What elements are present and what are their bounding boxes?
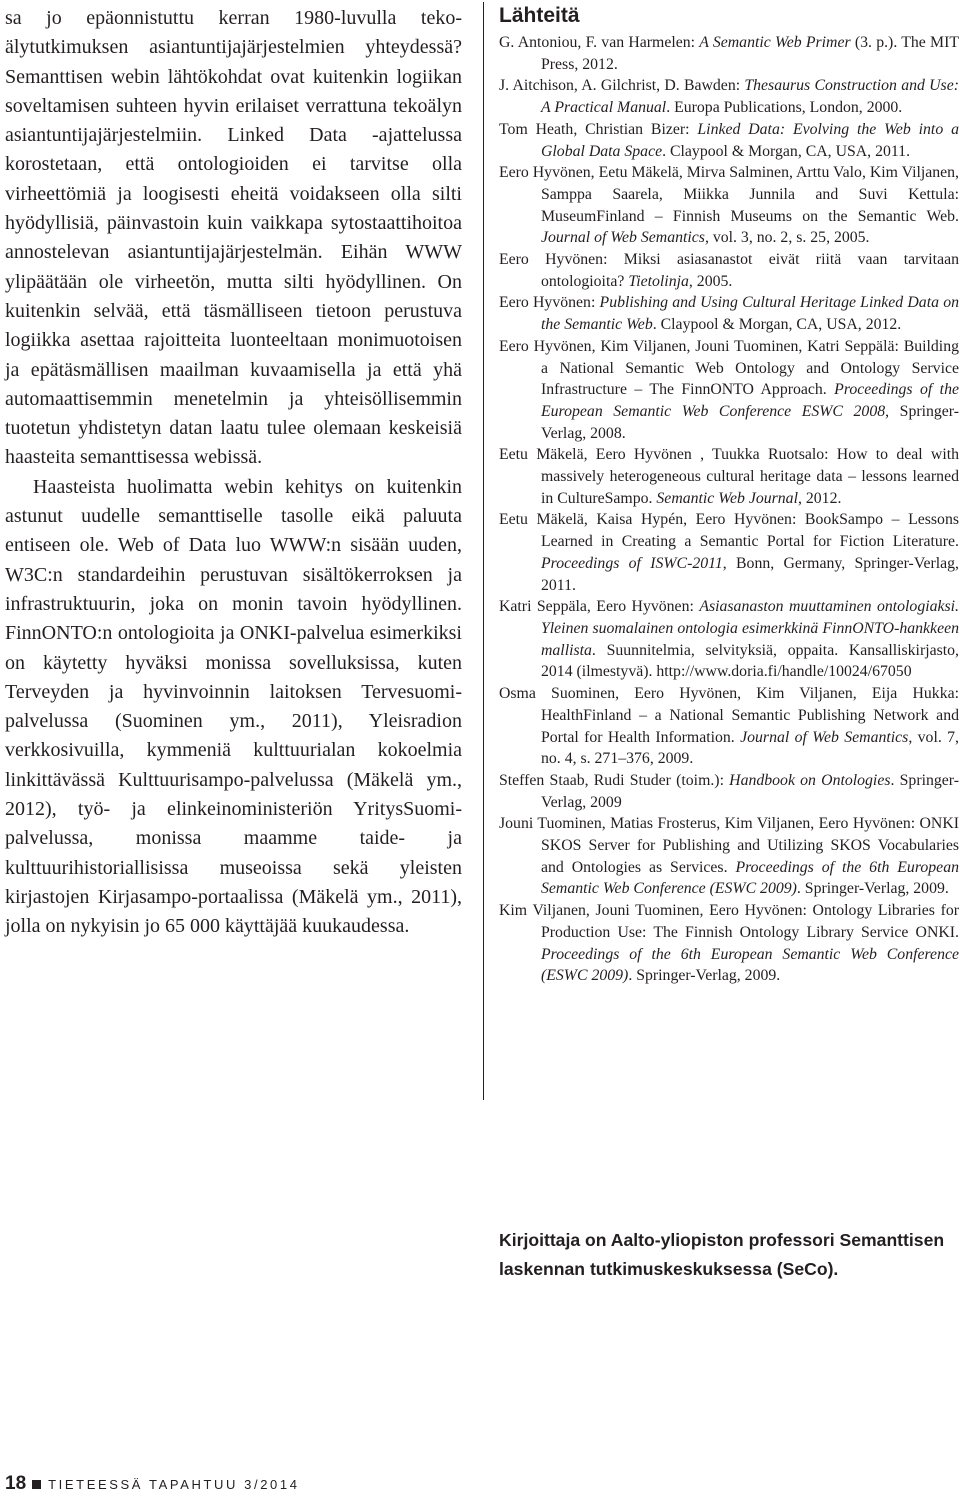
reference-item: Kim Viljanen, Jouni Tuominen, Eero Hyvönen: Ontology Libraries for Production Use: The Finnish Ontology Library Service ONKI. Proceedings of the 6th European Semantic Web Conference (ESWC 2009). Springer-Verlag, 2009.: [499, 902, 959, 985]
article-body: [5, 4, 462, 942]
page-footer: [5, 1473, 300, 1495]
reference-item: Steffen Staab, Rudi Studer (toim.): Handbook on Ontologies. Springer-Verlag, 2009: [499, 771, 959, 811]
page-number: 18: [5, 1473, 27, 1494]
body-paragraph: sa jo epäonnistuttu kerran 1980-luvulla tekoälytutkimuksen asiantuntijajärjestelmien yhteydessä? Semanttisen webin lähtökohdat ovat kuitenkin logiikan soveltamisen suhteen hyvin erilaiset verrattuna tekoälyn asiantuntijajärjestelmiin. Linked Data -ajattelussa korostetaan, että ontologioiden ei tarvitse olla virheettömiä ja loogisesti eheitä voidakseen olla silti hyödyllisiä, päinvastoin kuin vaikkapa sytostaattihoitoa annostelevan asiantuntijajärjestelmän. Eihän WWW ylipäätään ole virheetön, mutta silti hyödyllinen. On kuitenkin selvää, että täsmälliseen tietoon perustuva logiikka asettaa rajoitteita luonteeltaan monimuotoisen ja epätäsmällisen maailman kuvaamisella ja että yhä automaattisemmin menetelmin ja yhteisöllisemmin tuotetun yhdistetyn datan laatu tulee olemaan keskeisiä haasteita semanttisessa webissä.: [5, 7, 462, 469]
reference-item: Tom Heath, Christian Bizer: Linked Data: Evolving the Web into a Global Data Space. Claypool & Morgan, CA, USA, 2011.: [499, 120, 959, 160]
author-note: Kirjoittaja on Aalto-yliopiston professori Semanttisen laskennan tutkimuskeskuksessa (SeCo).: [499, 1230, 945, 1279]
reference-item: J. Aitchison, A. Gilchrist, D. Bawden: Thesaurus Construction and Use: A Practical Manual. Europa Publications, London, 2000.: [499, 77, 959, 117]
square-bullet-icon: [32, 1480, 41, 1489]
body-paragraph: Haasteista huolimatta webin kehitys on kuitenkin astunut uudelle semanttiselle tasolle eikä paluuta entiseen ole. Web of Data luo WWW:n sisään uuden, W3C:n standardeihin perustuvan sisältökerroksen ja infrastruktuurin, joka on monin tavoin hyödyllinen. FinnONTO:n ontologioita ja ONKI-palvelua esimerkiksi on käytetty hyväksi monissa sovelluksissa, kuten Terveyden ja hyvinvoinnin laitoksen Tervesuomi-palvelussa (Suominen ym., 2011), Yleisradion verkkosivuilla, kymmeniä kulttuurialan kokoelmia linkittävässä Kulttuurisampo-palvelussa (Mäkelä ym., 2012), työ- ja elinkeinoministeriön YritysSuomi-palvelussa, monissa maamme taide- ja kulttuurihistoriallisissa museoissa sekä yleisten kirjastojen Kirjasampo-portaalissa (Mäkelä ym., 2011), jolla on nykyisin jo 65 000 käyttäjää kuukaudessa.: [5, 475, 462, 938]
reference-item: Osma Suominen, Eero Hyvönen, Kim Viljanen, Eija Hukka: HealthFinland – a National Semantic Publishing Network and Portal for Health Information. Journal of Web Semantics, vol. 7, no. 4, s. 271–376, 2009.: [499, 685, 959, 768]
reference-item: Eero Hyvönen: Publishing and Using Cultural Heritage Linked Data on the Semantic Web. Claypool & Morgan, CA, USA, 2012.: [499, 294, 959, 334]
reference-item: Katri Seppäla, Eero Hyvönen: Asiasanaston muuttaminen ontologiaksi. Yleinen suomalainen ontologia esimerkkinä FinnONTO-hankkeen mallista. Suunnitelmia, selvityksiä, oppaita. Kansalliskirjasto, 2014 (ilmestyvä). http://www.doria.fi/handle/10024/67050: [499, 598, 959, 681]
reference-item: Jouni Tuominen, Matias Frosterus, Kim Viljanen, Eero Hyvönen: ONKI SKOS Server for Publishing and Utilizing SKOS Vocabularies and Ontologies as Services. Proceedings of the 6th European Semantic Web Conference (ESWC 2009). Springer-Verlag, 2009.: [499, 815, 959, 898]
references-section: [499, 4, 959, 987]
reference-item: Eero Hyvönen, Eetu Mäkelä, Mirva Salminen, Arttu Valo, Kim Viljanen, Samppa Saarela, Miikka Junnila and Suvi Kettula: MuseumFinland – Finnish Museums on the Semantic Web. Journal of Web Semantics, vol. 3, no. 2, s. 25, 2005.: [499, 164, 959, 247]
reference-item: G. Antoniou, F. van Harmelen: A Semantic Web Primer (3. p.). The MIT Press, 2012.: [499, 34, 959, 73]
magazine-title: TIETEESSÄ TAPAHTUU 3/2014: [48, 1477, 300, 1492]
reference-item: Eero Hyvönen: Miksi asiasanastot eivät riitä vaan tarvitaan ontologioita? Tietolinja, 2005.: [499, 251, 959, 290]
reference-item: Eero Hyvönen, Kim Viljanen, Jouni Tuominen, Katri Seppälä: Building a National Semantic Web Ontology and Ontology Service Infrastructure – The FinnONTO Approach. Proceedings of the European Semantic Web Conference ESWC 2008, Springer-Verlag, 2008.: [499, 337, 960, 442]
references-heading: Lähteitä: [499, 4, 580, 27]
column-divider: [483, 2, 484, 1100]
reference-item: Eetu Mäkelä, Eero Hyvönen , Tuukka Ruotsalo: How to deal with massively heterogeneous cultural heritage data – lessons learned in CultureSampo. Semantic Web Journal, 2012.: [499, 446, 959, 507]
reference-item: Eetu Mäkelä, Kaisa Hypén, Eero Hyvönen: BookSampo – Lessons Learned in Creating a Semantic Portal for Fiction Literature. Proceedings of ISWC-2011, Bonn, Germany, Springer-Verlag, 2011.: [499, 511, 959, 594]
